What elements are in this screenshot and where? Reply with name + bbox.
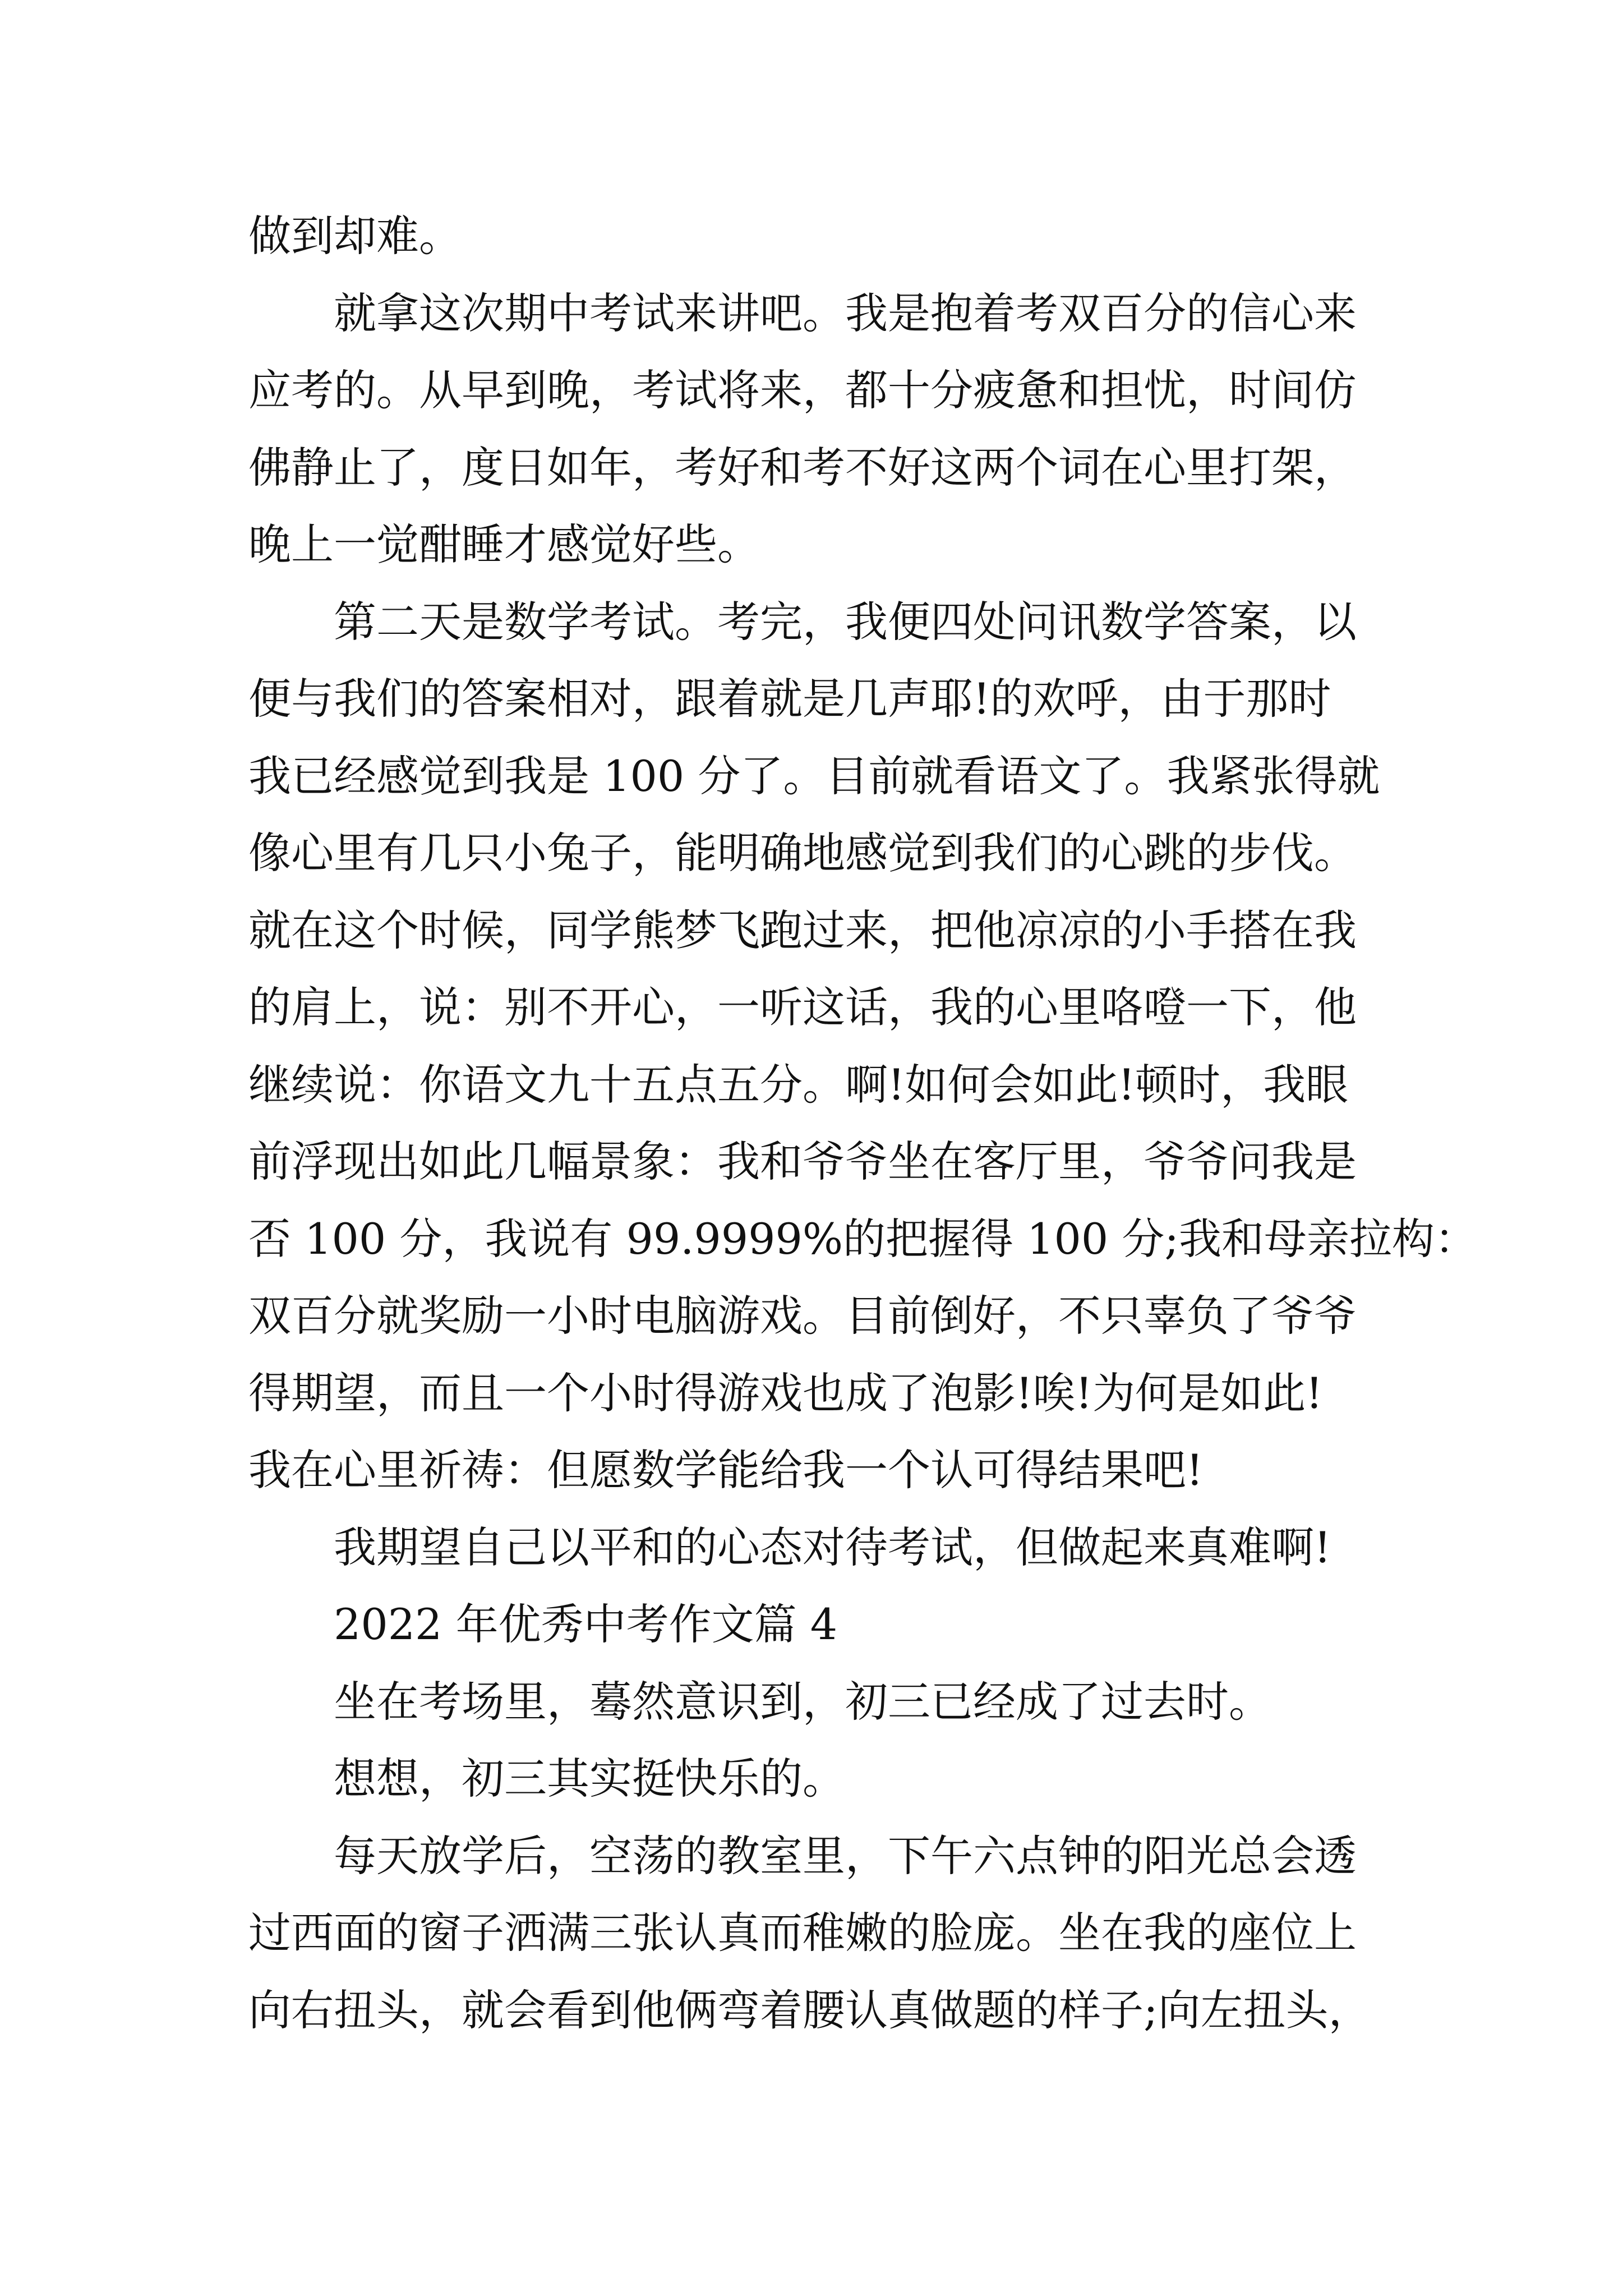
text-line: 想想，初三其实挺快乐的。 — [334, 1754, 845, 1803]
text-line: 的肩上，说：别不开心，一听这话，我的心里咯噔一下，他 — [248, 982, 1357, 1032]
text-line: 我在心里祈祷：但愿数学能给我一个认可得结果吧! — [248, 1445, 1204, 1495]
text-line: 就在这个时候，同学熊梦飞跑过来，把他凉凉的小手搭在我 — [248, 905, 1357, 955]
text-line: 否 100 分，我说有 99.9999%的把握得 100 分;我和母亲拉构： — [248, 1213, 1478, 1264]
text-line: 2022 年优秀中考作文篇 4 — [334, 1599, 838, 1649]
text-line: 双百分就奖励一小时电脑游戏。目前倒好，不只辜负了爷爷 — [248, 1291, 1357, 1341]
text-line: 得期望，而且一个小时得游戏也成了泡影!唉!为何是如此! — [248, 1368, 1323, 1418]
paragraph — [248, 1509, 1387, 1586]
text-line: 就拿这次期中考试来讲吧。我是抱着考双百分的信心来 — [334, 288, 1357, 338]
text-line: 向右扭头，就会看到他俩弯着腰认真做题的样子;向左扭头， — [248, 1985, 1371, 2035]
paragraph — [248, 275, 1387, 583]
text-line: 继续说：你语文九十五点五分。啊!如何会如此!顿时，我眼 — [248, 1059, 1349, 1110]
text-line: 过西面的窗子洒满三张认真而稚嫩的脸庞。坐在我的座位上 — [248, 1908, 1357, 1958]
paragraph — [248, 1663, 1387, 1741]
text-line: 坐在考场里，蓦然意识到，初三已经成了过去时。 — [334, 1676, 1271, 1727]
text-line: 应考的。从早到晚，考试将来，都十分疲惫和担忧，时间仿 — [248, 365, 1357, 415]
paragraph — [248, 197, 1387, 275]
text-line: 晚上一觉酣睡才感觉好些。 — [248, 519, 760, 569]
document-body — [248, 197, 1478, 2049]
text-line: 前浮现出如此几幅景象：我和爷爷坐在客厅里，爷爷问我是 — [248, 1137, 1357, 1186]
text-line: 便与我们的答案相对，跟着就是几声耶!的欢呼，由于那时 — [248, 674, 1331, 724]
text-line: 第二天是数学考试。考完，我便四处问讯数学答案，以 — [334, 596, 1357, 647]
text-line: 做到却难。 — [248, 211, 462, 261]
text-line: 每天放学后，空荡的教室里，下午六点钟的阳光总会透 — [334, 1830, 1357, 1881]
text-line: 我期望自己以平和的心态对待考试，但做起来真难啊! — [334, 1522, 1331, 1572]
paragraph — [248, 583, 1478, 1509]
text-line: 我已经感觉到我是 100 分了。目前就看语文了。我紧张得就 — [248, 751, 1380, 801]
paragraph — [248, 1586, 1387, 1663]
text-line: 佛静止了，度日如年，考好和考不好这两个词在心里打架， — [248, 442, 1357, 493]
paragraph — [248, 1818, 1387, 2049]
paragraph — [248, 1740, 1387, 1818]
text-line: 像心里有几只小兔子，能明确地感觉到我们的心跳的步伐。 — [248, 828, 1357, 878]
